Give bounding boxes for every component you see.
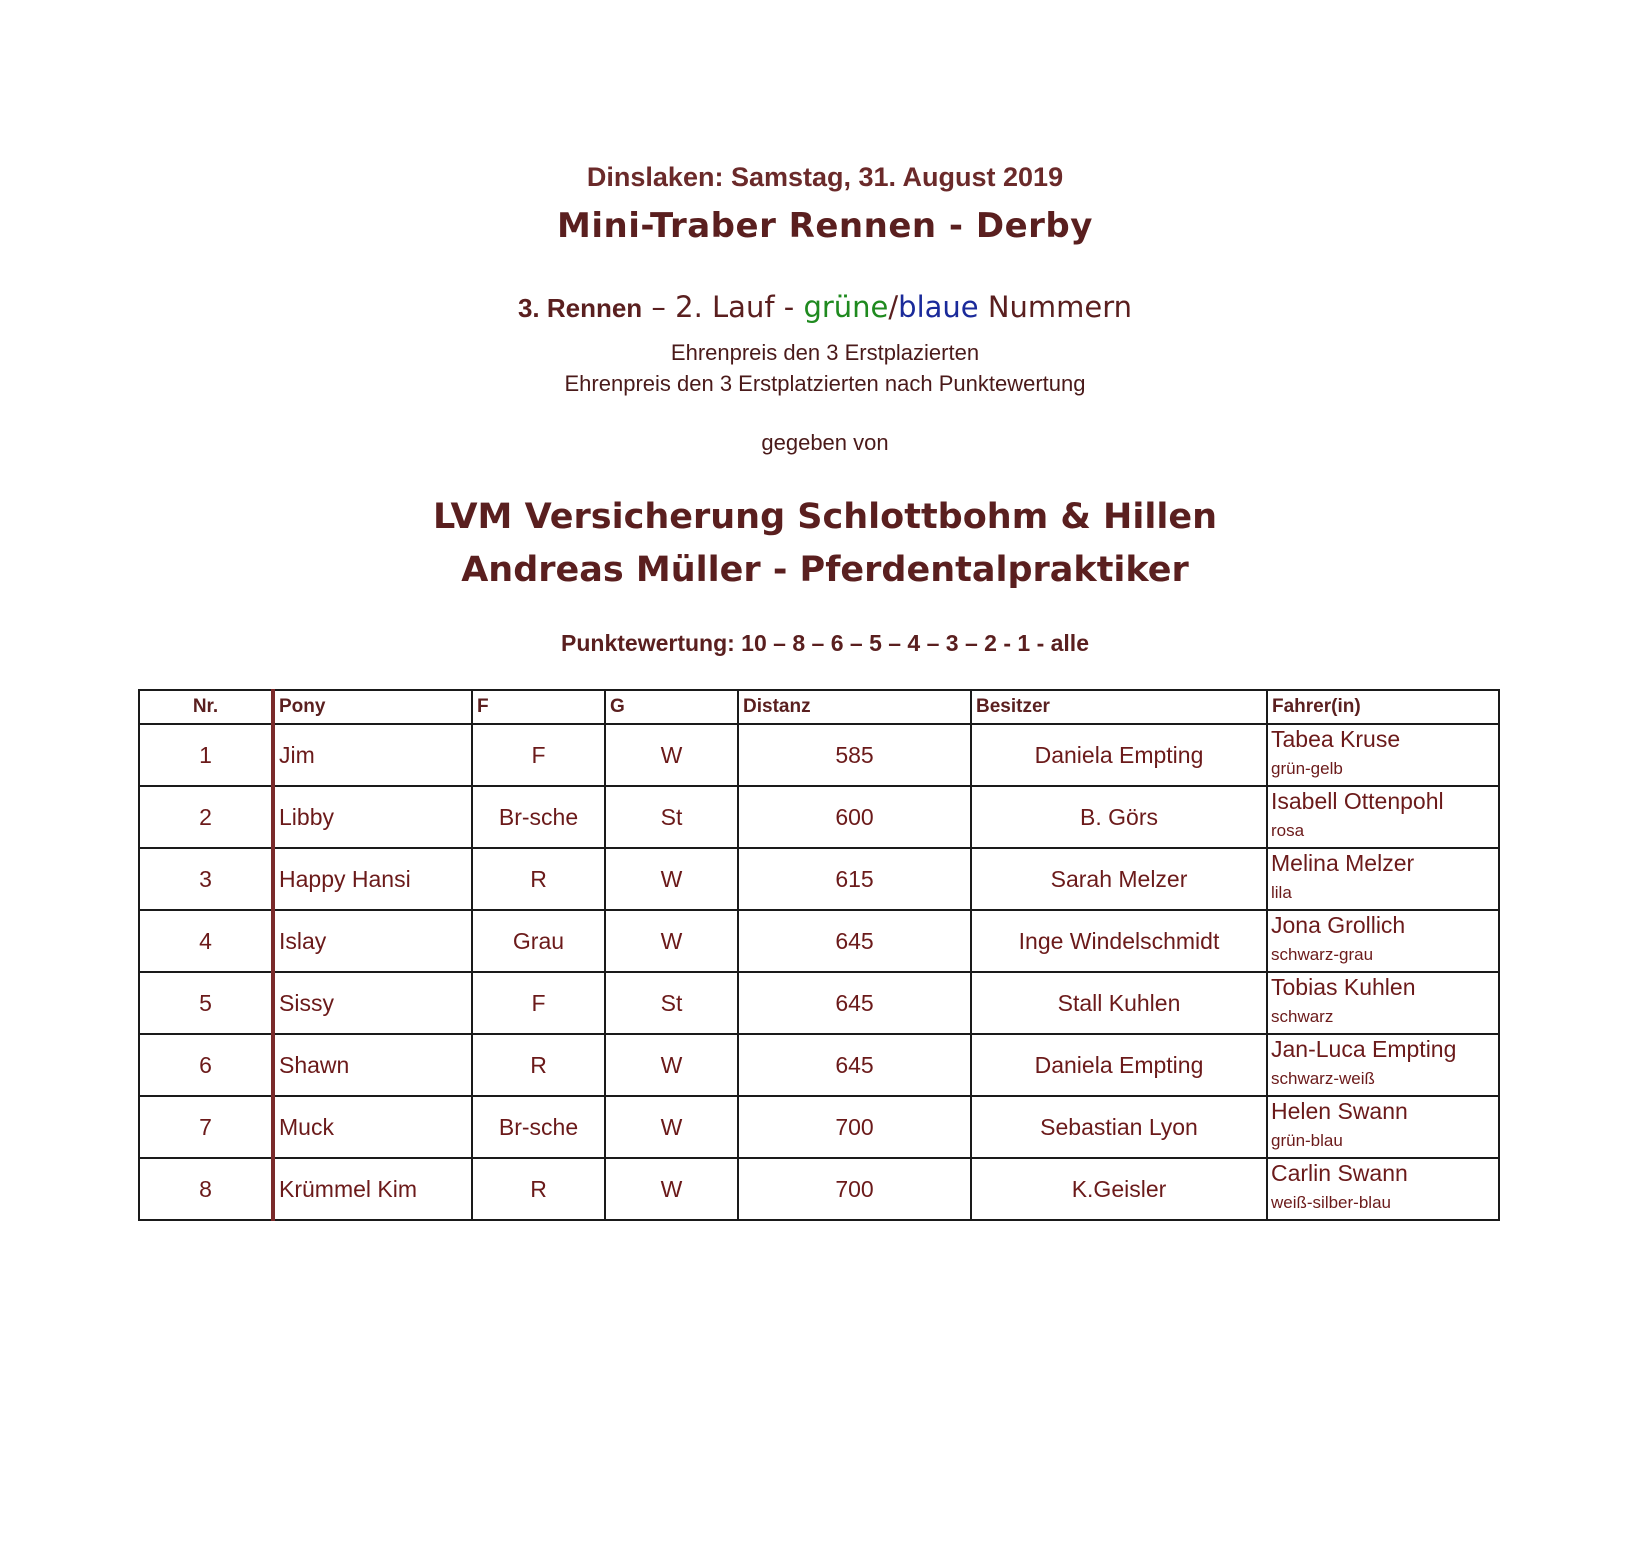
- cell-pony: Happy Hansi: [273, 848, 472, 910]
- cell-besitzer: Sarah Melzer: [971, 848, 1267, 910]
- cell-distanz: 645: [738, 910, 971, 972]
- cell-f: Grau: [472, 910, 605, 972]
- cell-f: R: [472, 1034, 605, 1096]
- header-distanz: Distanz: [738, 690, 971, 724]
- cell-nr: 6: [139, 1034, 273, 1096]
- driver-colors: rosa: [1271, 821, 1305, 840]
- cell-nr: 7: [139, 1096, 273, 1158]
- table-row: [139, 1158, 1499, 1220]
- table-row: [139, 848, 1499, 910]
- race-slash: /: [888, 290, 899, 324]
- cell-nr: 1: [139, 724, 273, 786]
- event-date-line: Dinslaken: Samstag, 31. August 2019: [586, 162, 1064, 192]
- cell-nr: 8: [139, 1158, 273, 1220]
- table-row: [139, 972, 1499, 1034]
- given-by: gegeben von: [761, 430, 889, 455]
- cell-nr: 3: [139, 848, 273, 910]
- cell-fahrer: [1267, 972, 1499, 1034]
- driver-colors: grün-gelb: [1271, 759, 1343, 778]
- table-header-row: [139, 690, 1499, 724]
- driver-name: Carlin Swann: [1271, 1160, 1408, 1186]
- table-row: [139, 724, 1499, 786]
- cell-fahrer: [1267, 848, 1499, 910]
- header-fahrer: Fahrer(in): [1267, 690, 1499, 724]
- cell-g: W: [605, 724, 738, 786]
- cell-g: St: [605, 786, 738, 848]
- cell-fahrer: [1267, 1158, 1499, 1220]
- sponsor-line-2: Andreas Müller - Pferdentalpraktiker: [461, 550, 1189, 590]
- cell-besitzer: Daniela Empting: [971, 1034, 1267, 1096]
- points-scoring: Punktewertung: 10 – 8 – 6 – 5 – 4 – 3 – 2 - 1 - alle: [561, 630, 1089, 656]
- cell-fahrer: [1267, 910, 1499, 972]
- cell-g: St: [605, 972, 738, 1034]
- cell-fahrer: [1267, 1096, 1499, 1158]
- cell-distanz: 615: [738, 848, 971, 910]
- cell-nr: 2: [139, 786, 273, 848]
- driver-name: Jona Grollich: [1271, 912, 1406, 938]
- cell-fahrer: [1267, 724, 1499, 786]
- cell-distanz: 645: [738, 972, 971, 1034]
- results-table: [138, 689, 1500, 1221]
- cell-pony: Krümmel Kim: [273, 1158, 472, 1220]
- race-green-word: grüne: [803, 290, 889, 324]
- cell-g: W: [605, 910, 738, 972]
- race-separator: -: [774, 290, 804, 324]
- cell-f: R: [472, 1158, 605, 1220]
- header-besitzer: Besitzer: [971, 690, 1267, 724]
- sponsor-line-1: LVM Versicherung Schlottbohm & Hillen: [432, 497, 1217, 537]
- cell-fahrer: [1267, 786, 1499, 848]
- event-title: Mini-Traber Rennen - Derby: [557, 206, 1093, 246]
- table-row: [139, 910, 1499, 972]
- cell-pony: Islay: [273, 910, 472, 972]
- driver-colors: grün-blau: [1271, 1131, 1343, 1150]
- cell-besitzer: Daniela Empting: [971, 724, 1267, 786]
- cell-distanz: 585: [738, 724, 971, 786]
- cell-pony: Shawn: [273, 1034, 472, 1096]
- race-dash: –: [642, 290, 676, 324]
- race-numbers-word: Nummern: [978, 290, 1133, 324]
- cell-distanz: 700: [738, 1096, 971, 1158]
- cell-fahrer: [1267, 1034, 1499, 1096]
- driver-colors: schwarz-weiß: [1271, 1069, 1375, 1088]
- race-run: 2. Lauf: [675, 290, 775, 324]
- table-row: [139, 1096, 1499, 1158]
- table-row: [139, 1034, 1499, 1096]
- cell-f: R: [472, 848, 605, 910]
- cell-distanz: 645: [738, 1034, 971, 1096]
- cell-pony: Sissy: [273, 972, 472, 1034]
- driver-name: Helen Swann: [1271, 1098, 1408, 1124]
- driver-colors: weiß-silber-blau: [1271, 1193, 1391, 1212]
- race-heading: [0, 290, 1650, 325]
- cell-pony: Jim: [273, 724, 472, 786]
- table-row: [139, 786, 1499, 848]
- cell-g: W: [605, 1158, 738, 1220]
- cell-f: Br-sche: [472, 1096, 605, 1158]
- driver-name: Jan-Luca Empting: [1271, 1036, 1457, 1062]
- prize-line-1: Ehrenpreis den 3 Erstplazierten: [670, 340, 980, 365]
- header-f: F: [472, 690, 605, 724]
- header-pony: Pony: [273, 690, 472, 724]
- prize-line-2: Ehrenpreis den 3 Erstplatzierten nach Punktewertung: [564, 371, 1086, 396]
- cell-f: F: [472, 972, 605, 1034]
- race-number: 3. Rennen: [517, 293, 643, 323]
- cell-besitzer: Stall Kuhlen: [971, 972, 1267, 1034]
- driver-colors: lila: [1271, 883, 1292, 902]
- cell-nr: 5: [139, 972, 273, 1034]
- driver-name: Tabea Kruse: [1271, 726, 1401, 752]
- race-blue-word: blaue: [898, 290, 979, 324]
- cell-besitzer: Sebastian Lyon: [971, 1096, 1267, 1158]
- cell-nr: 4: [139, 910, 273, 972]
- cell-distanz: 600: [738, 786, 971, 848]
- cell-f: Br-sche: [472, 786, 605, 848]
- cell-distanz: 700: [738, 1158, 971, 1220]
- header-nr: Nr.: [139, 690, 273, 724]
- cell-besitzer: K.Geisler: [971, 1158, 1267, 1220]
- header-g: G: [605, 690, 738, 724]
- cell-besitzer: B. Görs: [971, 786, 1267, 848]
- driver-name: Melina Melzer: [1271, 850, 1415, 876]
- cell-g: W: [605, 1096, 738, 1158]
- driver-name: Tobias Kuhlen: [1271, 974, 1416, 1000]
- driver-colors: schwarz: [1271, 1007, 1334, 1026]
- cell-g: W: [605, 848, 738, 910]
- driver-colors: schwarz-grau: [1271, 945, 1374, 964]
- cell-pony: Muck: [273, 1096, 472, 1158]
- cell-g: W: [605, 1034, 738, 1096]
- cell-pony: Libby: [273, 786, 472, 848]
- cell-besitzer: Inge Windelschmidt: [971, 910, 1267, 972]
- driver-name: Isabell Ottenpohl: [1271, 788, 1444, 814]
- cell-f: F: [472, 724, 605, 786]
